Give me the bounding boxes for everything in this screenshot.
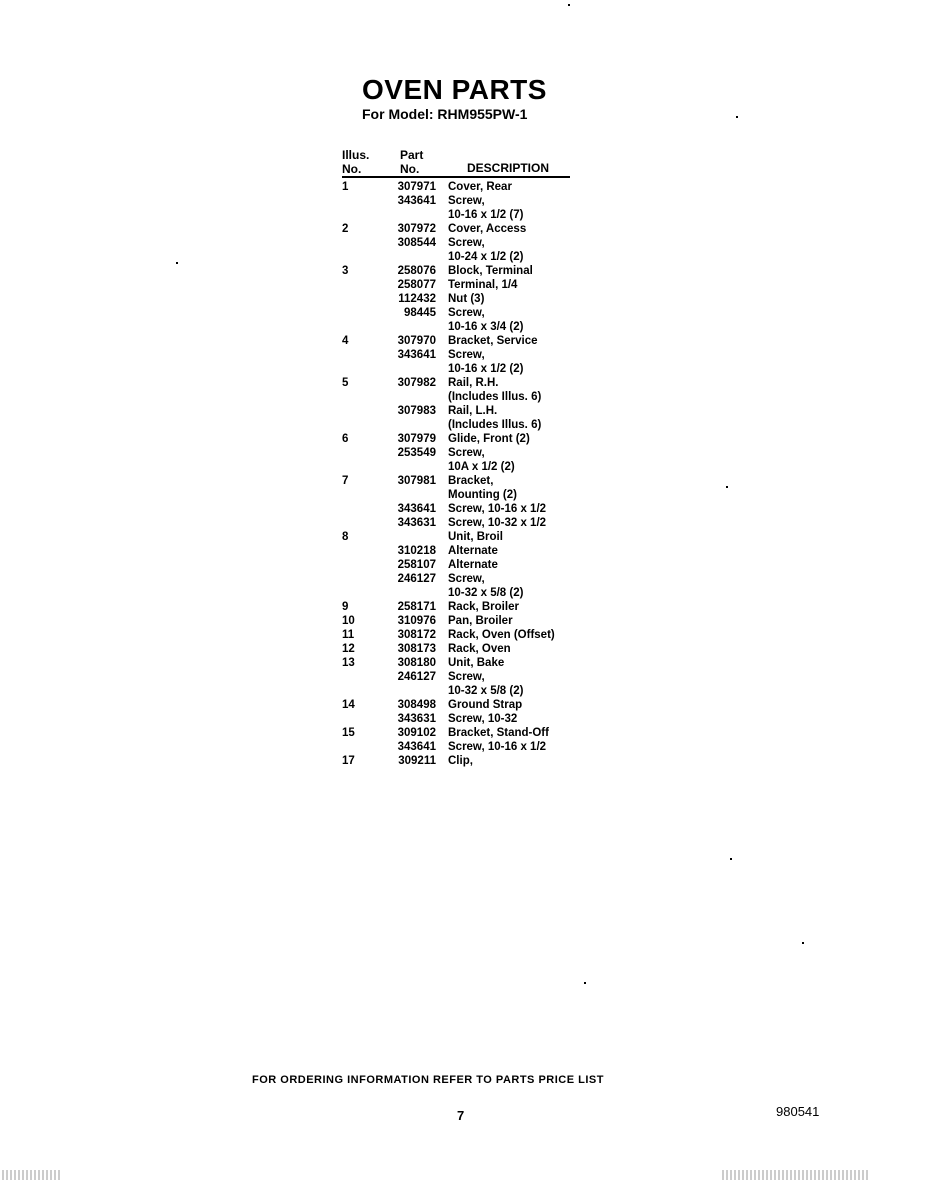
header-illus-line1: Illus. — [342, 148, 370, 162]
part-number: 308180 — [397, 657, 436, 669]
part-number: 308172 — [397, 629, 436, 641]
table-row — [0, 334, 925, 348]
part-description: Screw, — [448, 195, 485, 207]
part-description: 10-24 x 1/2 (2) — [448, 251, 524, 263]
part-number: 309211 — [398, 755, 436, 767]
illus-number: 15 — [342, 727, 355, 739]
table-row — [0, 586, 925, 600]
table-row — [0, 656, 925, 670]
table-row — [0, 572, 925, 586]
model-subtitle: For Model: RHM955PW-1 — [362, 106, 528, 122]
part-number: 343631 — [397, 517, 436, 529]
part-number: 310976 — [397, 615, 436, 627]
table-row — [0, 180, 925, 194]
part-description: Rack, Oven — [448, 643, 511, 655]
table-row — [0, 208, 925, 222]
table-row — [0, 642, 925, 656]
part-description: Screw, 10-32 — [448, 713, 518, 725]
part-number: 258077 — [397, 279, 436, 291]
part-description: Cover, Access — [448, 223, 527, 235]
part-number: 308173 — [397, 643, 436, 655]
table-row — [0, 712, 925, 726]
table-row — [0, 222, 925, 236]
part-number: 307983 — [397, 405, 436, 417]
part-number: 308544 — [397, 237, 436, 249]
part-description: Screw, 10-16 x 1/2 — [448, 741, 547, 753]
fine-print-left — [2, 1170, 62, 1180]
illus-number: 14 — [342, 699, 355, 711]
header-part-line2: No. — [400, 162, 420, 176]
table-row — [0, 544, 925, 558]
part-number: 343641 — [397, 349, 436, 361]
ordering-note: FOR ORDERING INFORMATION REFER TO PARTS PRICE LIST — [252, 1074, 604, 1086]
page-title: OVEN PARTS — [362, 74, 547, 105]
part-description: (Includes Illus. 6) — [448, 391, 542, 403]
part-number: 343641 — [397, 195, 436, 207]
table-row — [0, 404, 925, 418]
table-row — [0, 362, 925, 376]
part-description: Bracket, Service — [448, 335, 538, 347]
header-illus-no — [342, 148, 369, 176]
part-description: 10-16 x 3/4 (2) — [448, 321, 524, 333]
table-row — [0, 516, 925, 530]
header-part-line1: Part — [400, 148, 424, 162]
part-description: Screw, 10-16 x 1/2 — [448, 503, 547, 515]
table-row — [0, 740, 925, 754]
part-description: Screw, — [448, 447, 485, 459]
table-row — [0, 600, 925, 614]
table-row — [0, 726, 925, 740]
table-row — [0, 614, 925, 628]
part-description: Bracket, Stand-Off — [448, 727, 549, 739]
part-description: 10-16 x 1/2 (2) — [448, 363, 524, 375]
illus-number: 12 — [342, 643, 355, 655]
part-description: Rack, Oven (Offset) — [448, 629, 555, 641]
part-number: 343641 — [397, 741, 436, 753]
illus-number: 6 — [342, 433, 349, 445]
part-description: Glide, Front (2) — [448, 433, 530, 445]
part-description: Rail, L.H. — [448, 405, 498, 417]
illus-number: 1 — [342, 181, 349, 193]
illus-number: 8 — [342, 531, 349, 543]
part-description: 10A x 1/2 (2) — [448, 461, 515, 473]
table-row — [0, 292, 925, 306]
part-number: 343631 — [397, 713, 436, 725]
illus-number: 5 — [342, 377, 349, 389]
table-row — [0, 236, 925, 250]
part-number: 309102 — [397, 727, 436, 739]
part-description: 10-32 x 5/8 (2) — [448, 587, 524, 599]
scan-speck — [568, 4, 570, 6]
part-description: Unit, Bake — [448, 657, 505, 669]
part-number: 343641 — [397, 503, 436, 515]
scan-speck — [730, 858, 732, 860]
scan-speck — [584, 982, 586, 984]
part-number: 307979 — [397, 433, 436, 445]
part-description: Screw, — [448, 349, 485, 361]
header-illus-line2: No. — [342, 162, 362, 176]
part-number: 307970 — [397, 335, 436, 347]
table-row — [0, 530, 925, 544]
part-description: Screw, — [448, 671, 485, 683]
part-number: 307972 — [397, 223, 436, 235]
part-number: 310218 — [397, 545, 436, 557]
part-description: Clip, — [448, 755, 473, 767]
document-number: 980541 — [776, 1104, 820, 1119]
illus-number: 9 — [342, 601, 349, 613]
part-number: 307971 — [397, 181, 436, 193]
part-number: 246127 — [397, 671, 436, 683]
page-number: 7 — [457, 1108, 465, 1123]
table-row — [0, 684, 925, 698]
part-number: 308498 — [397, 699, 436, 711]
part-description: Alternate — [448, 559, 498, 571]
part-description: Screw, — [448, 237, 485, 249]
part-description: 10-32 x 5/8 (2) — [448, 685, 524, 697]
table-row — [0, 558, 925, 572]
part-description: Screw, 10-32 x 1/2 — [448, 517, 547, 529]
table-row — [0, 446, 925, 460]
table-row — [0, 320, 925, 334]
table-row — [0, 278, 925, 292]
table-row — [0, 488, 925, 502]
part-number: 258107 — [397, 559, 436, 571]
illus-number: 17 — [342, 755, 355, 767]
illus-number: 11 — [342, 629, 355, 641]
part-number: 98445 — [404, 307, 436, 319]
table-row — [0, 628, 925, 642]
part-description: Rail, R.H. — [448, 377, 499, 389]
table-row — [0, 698, 925, 712]
parts-table — [0, 180, 925, 768]
table-row — [0, 754, 925, 768]
illus-number: 10 — [342, 615, 355, 627]
table-row — [0, 418, 925, 432]
part-number: 246127 — [397, 573, 436, 585]
fine-print-right — [722, 1170, 870, 1180]
scan-speck — [176, 262, 178, 264]
part-number: 112432 — [398, 293, 436, 305]
illus-number: 3 — [342, 265, 349, 277]
part-description: Block, Terminal — [448, 265, 533, 277]
part-number: 307982 — [397, 377, 436, 389]
table-row — [0, 306, 925, 320]
part-description: Mounting (2) — [448, 489, 517, 501]
part-description: Cover, Rear — [448, 181, 512, 193]
part-description: 10-16 x 1/2 (7) — [448, 209, 524, 221]
part-description: (Includes Illus. 6) — [448, 419, 542, 431]
scan-speck — [736, 116, 738, 118]
part-description: Terminal, 1/4 — [448, 279, 518, 291]
header-description: DESCRIPTION — [467, 161, 550, 175]
part-description: Ground Strap — [448, 699, 523, 711]
table-row — [0, 502, 925, 516]
part-description: Rack, Broiler — [448, 601, 519, 613]
illus-number: 7 — [342, 475, 349, 487]
illus-number: 13 — [342, 657, 355, 669]
part-number: 258171 — [397, 601, 436, 613]
header-part-no — [400, 148, 423, 176]
part-description: Screw, — [448, 573, 485, 585]
part-description: Nut (3) — [448, 293, 485, 305]
illus-number: 2 — [342, 223, 349, 235]
table-row — [0, 390, 925, 404]
table-row — [0, 474, 925, 488]
scan-speck — [726, 486, 728, 488]
part-number: 307981 — [397, 475, 436, 487]
part-description: Pan, Broiler — [448, 615, 513, 627]
table-row — [0, 376, 925, 390]
part-number: 258076 — [397, 265, 436, 277]
part-description: Screw, — [448, 307, 485, 319]
scan-speck — [802, 942, 804, 944]
table-row — [0, 348, 925, 362]
part-description: Alternate — [448, 545, 498, 557]
table-row — [0, 460, 925, 474]
illus-number: 4 — [342, 335, 349, 347]
part-description: Unit, Broil — [448, 531, 503, 543]
table-row — [0, 194, 925, 208]
part-description: Bracket, — [448, 475, 494, 487]
header-rule — [342, 176, 570, 178]
table-row — [0, 432, 925, 446]
table-row — [0, 264, 925, 278]
table-row — [0, 670, 925, 684]
part-number: 253549 — [397, 447, 436, 459]
table-row — [0, 250, 925, 264]
